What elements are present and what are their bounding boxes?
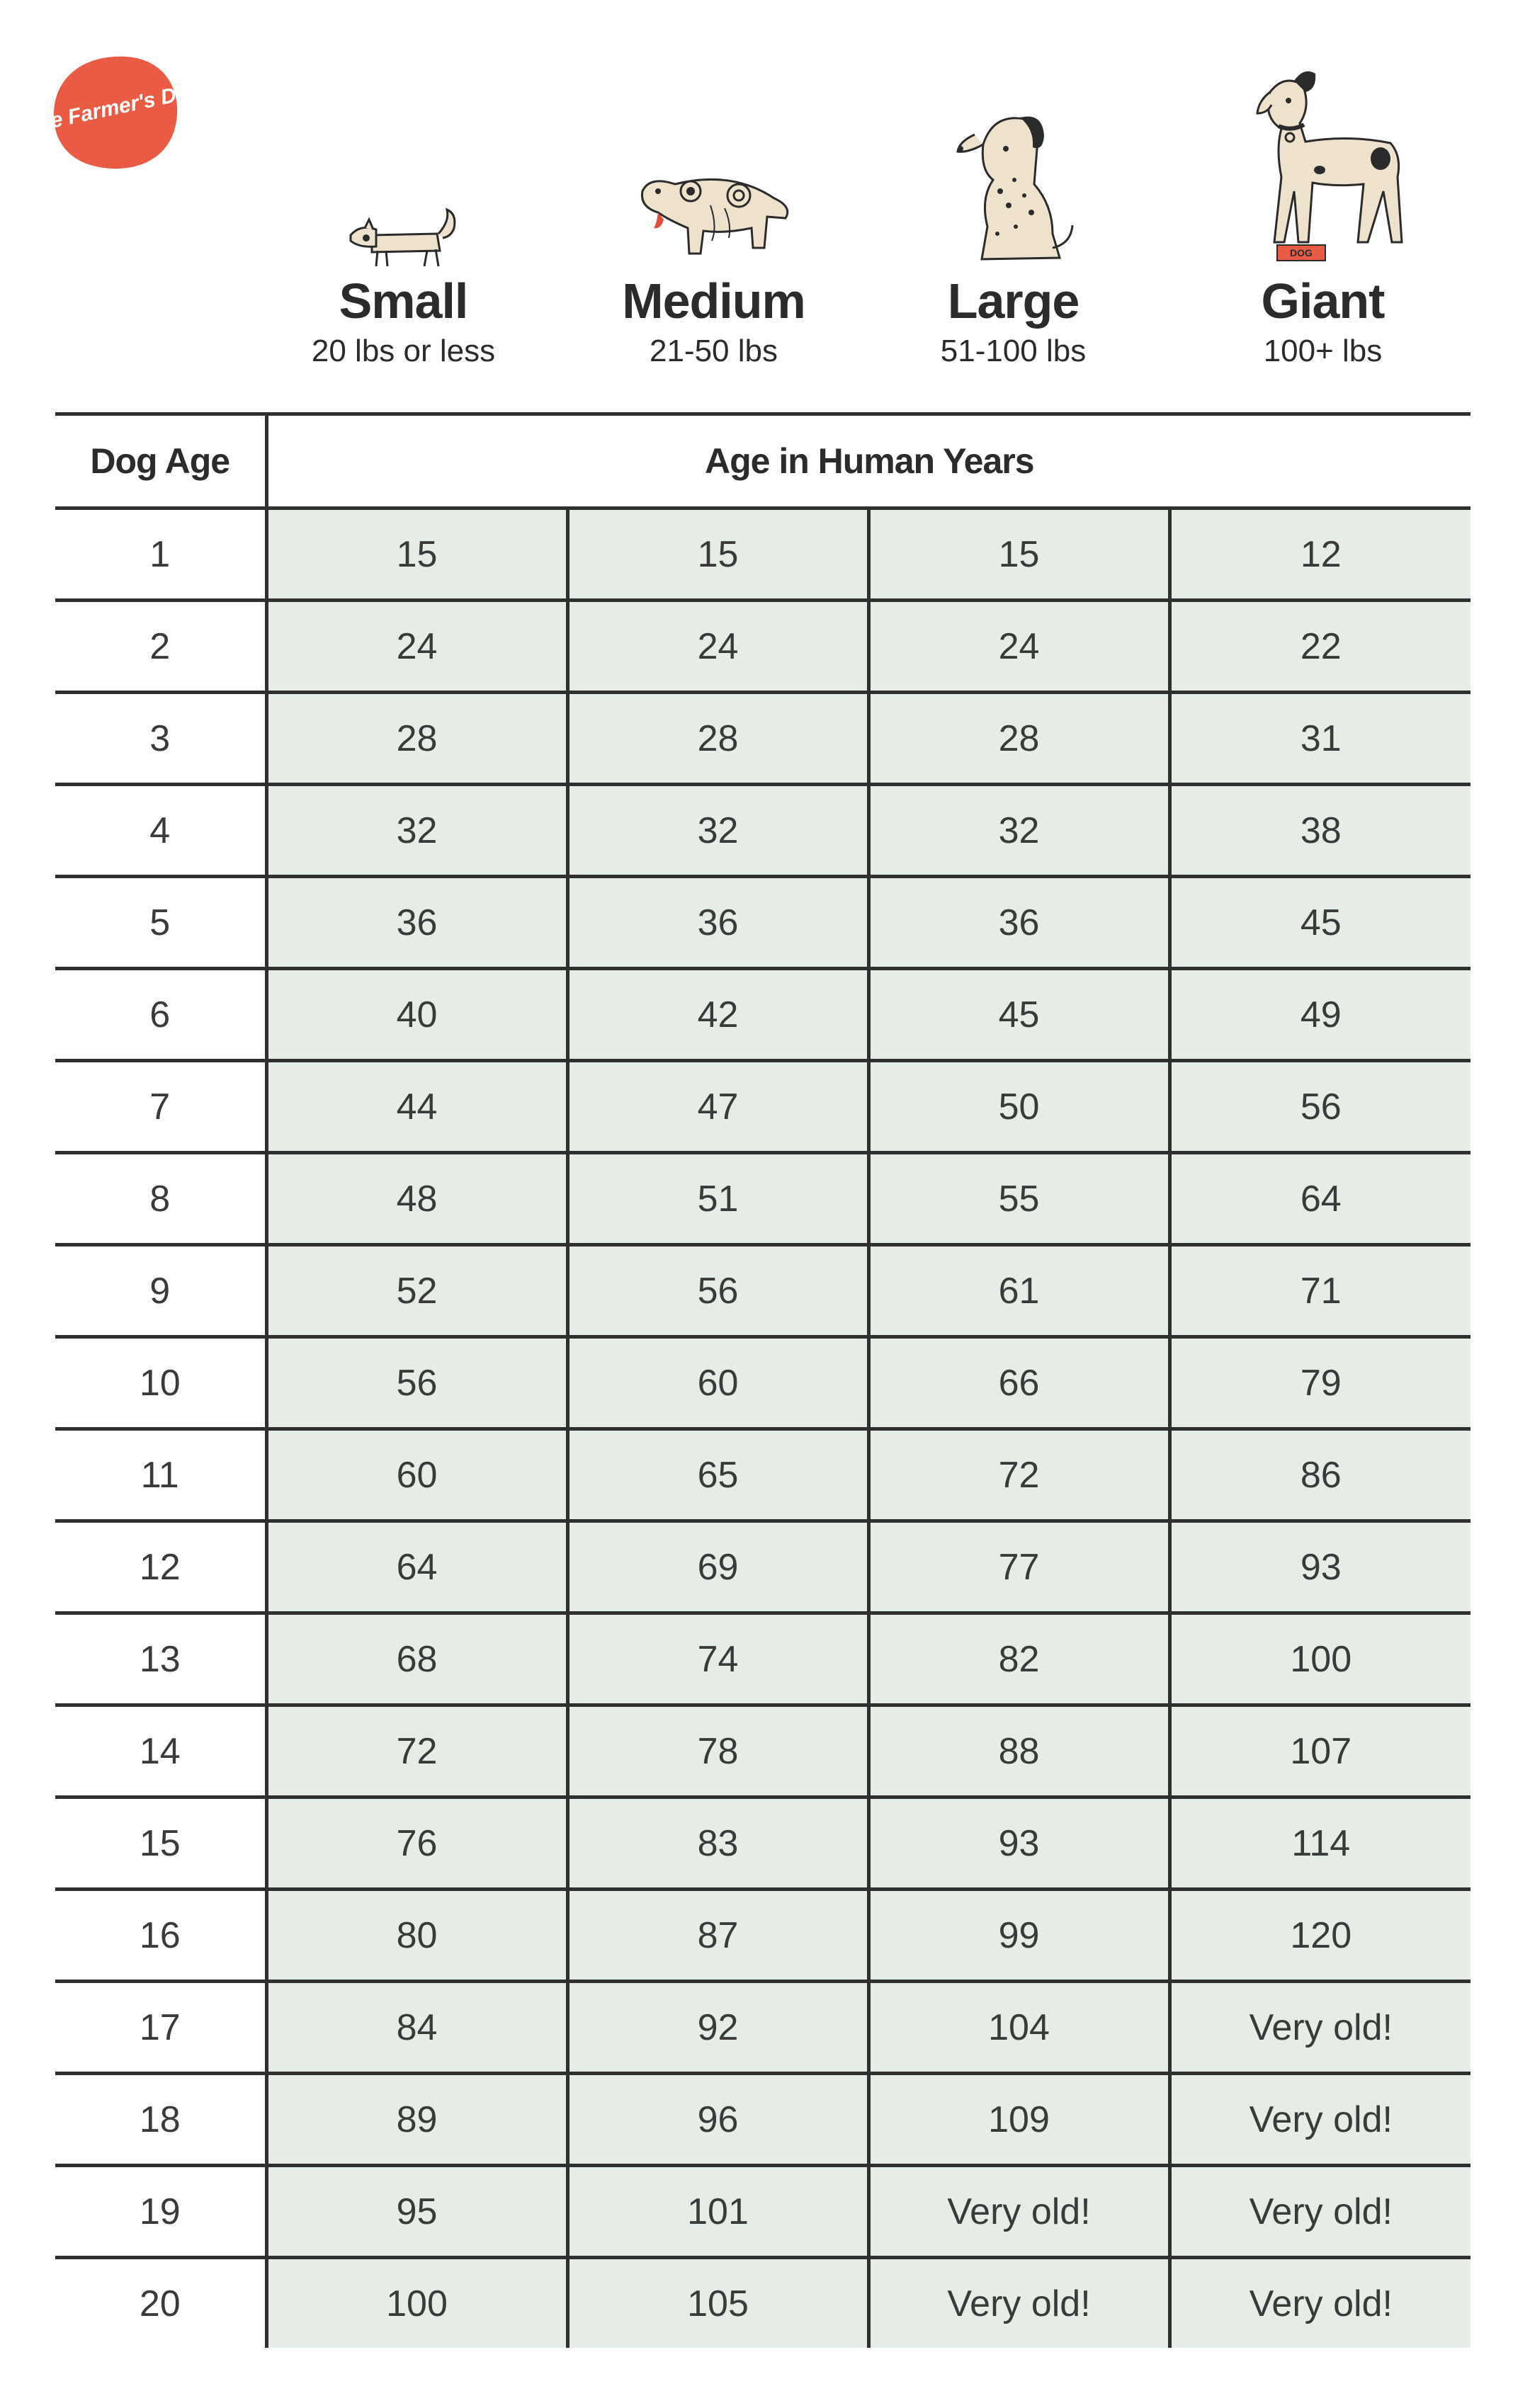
human-years-cell-giant: 12 — [1169, 509, 1470, 601]
dog-age-cell: 13 — [55, 1613, 266, 1705]
human-years-cell-small: 64 — [266, 1521, 567, 1613]
human-years-cell-medium: 28 — [567, 693, 868, 785]
human-years-cell-small: 100 — [266, 2258, 567, 2349]
human-years-cell-small: 48 — [266, 1153, 567, 1245]
medium-dog-icon — [633, 163, 795, 269]
size-name-large: Large — [947, 273, 1080, 329]
human-years-cell-giant: 79 — [1169, 1337, 1470, 1429]
size-range-large: 51-100 lbs — [940, 334, 1087, 368]
table-row — [55, 1153, 1470, 1245]
human-years-cell-medium: 74 — [567, 1613, 868, 1705]
human-years-cell-large: Very old! — [868, 2166, 1169, 2258]
human-years-cell-large: 28 — [868, 693, 1169, 785]
human-years-cell-large: 77 — [868, 1521, 1169, 1613]
human-years-cell-large: 82 — [868, 1613, 1169, 1705]
human-years-cell-large: 24 — [868, 601, 1169, 693]
table-row — [55, 693, 1470, 785]
human-years-cell-large: 109 — [868, 2074, 1169, 2166]
human-years-cell-large: 50 — [868, 1061, 1169, 1153]
human-years-cell-giant: 114 — [1169, 1798, 1470, 1890]
human-years-cell-small: 72 — [266, 1705, 567, 1798]
human-years-cell-small: 80 — [266, 1890, 567, 1982]
human-years-cell-small: 24 — [266, 601, 567, 693]
table-row — [55, 1613, 1470, 1705]
human-years-cell-giant: Very old! — [1169, 2166, 1470, 2258]
dog-age-cell: 9 — [55, 1245, 266, 1337]
human-years-cell-small: 89 — [266, 2074, 567, 2166]
human-years-cell-medium: 65 — [567, 1429, 868, 1521]
dog-age-cell: 15 — [55, 1798, 266, 1890]
table-row — [55, 969, 1470, 1061]
table-row — [55, 2074, 1470, 2166]
table-row — [55, 877, 1470, 969]
dog-age-cell: 17 — [55, 1982, 266, 2074]
table-row — [55, 1798, 1470, 1890]
human-years-cell-giant: 64 — [1169, 1153, 1470, 1245]
dog-age-cell: 10 — [55, 1337, 266, 1429]
human-years-header: Age in Human Years — [266, 414, 1470, 509]
human-years-cell-medium: 101 — [567, 2166, 868, 2258]
size-range-small: 20 lbs or less — [311, 334, 496, 368]
human-years-cell-small: 40 — [266, 969, 567, 1061]
size-range-medium: 21-50 lbs — [649, 334, 778, 368]
human-years-cell-large: 93 — [868, 1798, 1169, 1890]
human-years-cell-large: 32 — [868, 785, 1169, 877]
size-name-giant: Giant — [1261, 273, 1385, 329]
table-row — [55, 1245, 1470, 1337]
dog-age-cell: 16 — [55, 1890, 266, 1982]
human-years-cell-giant: 120 — [1169, 1890, 1470, 1982]
dog-age-header: Dog Age — [55, 414, 266, 509]
human-years-cell-giant: 86 — [1169, 1429, 1470, 1521]
human-years-cell-giant: 71 — [1169, 1245, 1470, 1337]
human-years-cell-medium: 105 — [567, 2258, 868, 2349]
human-years-cell-small: 44 — [266, 1061, 567, 1153]
human-years-cell-giant: Very old! — [1169, 1982, 1470, 2074]
human-years-cell-large: 72 — [868, 1429, 1169, 1521]
table-row — [55, 601, 1470, 693]
dog-age-cell: 14 — [55, 1705, 266, 1798]
human-years-cell-medium: 32 — [567, 785, 868, 877]
human-years-cell-giant: 107 — [1169, 1705, 1470, 1798]
table-row — [55, 1061, 1470, 1153]
human-years-cell-large: 36 — [868, 877, 1169, 969]
human-years-cell-medium: 69 — [567, 1521, 868, 1613]
small-dog-icon — [344, 205, 464, 269]
human-years-cell-giant: 93 — [1169, 1521, 1470, 1613]
size-name-small: Small — [339, 273, 468, 329]
dog-age-cell: 2 — [55, 601, 266, 693]
human-years-cell-small: 95 — [266, 2166, 567, 2258]
size-column-small — [253, 42, 554, 375]
human-years-cell-large: 61 — [868, 1245, 1169, 1337]
human-years-cell-medium: 47 — [567, 1061, 868, 1153]
size-column-large — [863, 42, 1164, 375]
dog-age-cell: 12 — [55, 1521, 266, 1613]
table-header-row — [55, 414, 1470, 509]
human-years-cell-large: 66 — [868, 1337, 1169, 1429]
dog-age-chart — [55, 412, 1470, 2348]
size-column-medium — [563, 42, 864, 375]
human-years-cell-small: 56 — [266, 1337, 567, 1429]
human-years-cell-large: Very old! — [868, 2258, 1169, 2349]
brand-logo — [23, 52, 204, 173]
human-years-cell-giant: 49 — [1169, 969, 1470, 1061]
human-years-cell-small: 15 — [266, 509, 567, 601]
human-years-cell-medium: 15 — [567, 509, 868, 601]
human-years-cell-small: 36 — [266, 877, 567, 969]
table-row — [55, 1429, 1470, 1521]
human-years-cell-giant: 22 — [1169, 601, 1470, 693]
table-row — [55, 2258, 1470, 2349]
dog-age-cell: 3 — [55, 693, 266, 785]
human-years-cell-small: 84 — [266, 1982, 567, 2074]
dog-age-cell: 6 — [55, 969, 266, 1061]
human-years-cell-medium: 42 — [567, 969, 868, 1061]
human-years-cell-large: 104 — [868, 1982, 1169, 2074]
human-years-cell-large: 99 — [868, 1890, 1169, 1982]
human-years-cell-small: 68 — [266, 1613, 567, 1705]
human-years-cell-medium: 92 — [567, 1982, 868, 2074]
table-row — [55, 1337, 1470, 1429]
human-years-cell-medium: 56 — [567, 1245, 868, 1337]
dog-age-cell: 19 — [55, 2166, 266, 2258]
human-years-cell-medium: 78 — [567, 1705, 868, 1798]
size-range-giant: 100+ lbs — [1263, 334, 1383, 368]
human-years-cell-small: 60 — [266, 1429, 567, 1521]
human-years-cell-medium: 60 — [567, 1337, 868, 1429]
human-years-cell-small: 52 — [266, 1245, 567, 1337]
dog-age-cell: 4 — [55, 785, 266, 877]
dog-age-cell: 1 — [55, 509, 266, 601]
human-years-cell-medium: 24 — [567, 601, 868, 693]
human-years-cell-medium: 87 — [567, 1890, 868, 1982]
size-name-medium: Medium — [622, 273, 805, 329]
large-dog-icon — [946, 106, 1081, 269]
dog-age-cell: 8 — [55, 1153, 266, 1245]
dog-age-cell: 5 — [55, 877, 266, 969]
human-years-cell-giant: 100 — [1169, 1613, 1470, 1705]
table-row — [55, 785, 1470, 877]
age-table — [55, 412, 1470, 2348]
giant-dog-icon — [1235, 64, 1412, 269]
human-years-cell-large: 15 — [868, 509, 1169, 601]
logo-wordmark: The Farmer's Dog — [23, 78, 204, 139]
human-years-cell-large: 45 — [868, 969, 1169, 1061]
human-years-cell-giant: Very old! — [1169, 2074, 1470, 2166]
human-years-cell-small: 76 — [266, 1798, 567, 1890]
table-row — [55, 1982, 1470, 2074]
human-years-cell-giant: 45 — [1169, 877, 1470, 969]
human-years-cell-medium: 83 — [567, 1798, 868, 1890]
human-years-cell-giant: 31 — [1169, 693, 1470, 785]
human-years-cell-small: 32 — [266, 785, 567, 877]
human-years-cell-large: 88 — [868, 1705, 1169, 1798]
human-years-cell-large: 55 — [868, 1153, 1169, 1245]
dog-age-cell: 18 — [55, 2074, 266, 2166]
dog-age-cell: 11 — [55, 1429, 266, 1521]
human-years-cell-medium: 51 — [567, 1153, 868, 1245]
table-row — [55, 1890, 1470, 1982]
table-row — [55, 1705, 1470, 1798]
size-column-giant — [1172, 42, 1473, 375]
human-years-cell-giant: 38 — [1169, 785, 1470, 877]
table-row — [55, 509, 1470, 601]
human-years-cell-small: 28 — [266, 693, 567, 785]
table-row — [55, 2166, 1470, 2258]
human-years-cell-medium: 96 — [567, 2074, 868, 2166]
table-row — [55, 1521, 1470, 1613]
dog-age-cell: 7 — [55, 1061, 266, 1153]
dog-bowl-label: DOG — [1289, 247, 1313, 259]
human-years-cell-medium: 36 — [567, 877, 868, 969]
dog-age-cell: 20 — [55, 2258, 266, 2349]
human-years-cell-giant: 56 — [1169, 1061, 1470, 1153]
human-years-cell-giant: Very old! — [1169, 2258, 1470, 2349]
